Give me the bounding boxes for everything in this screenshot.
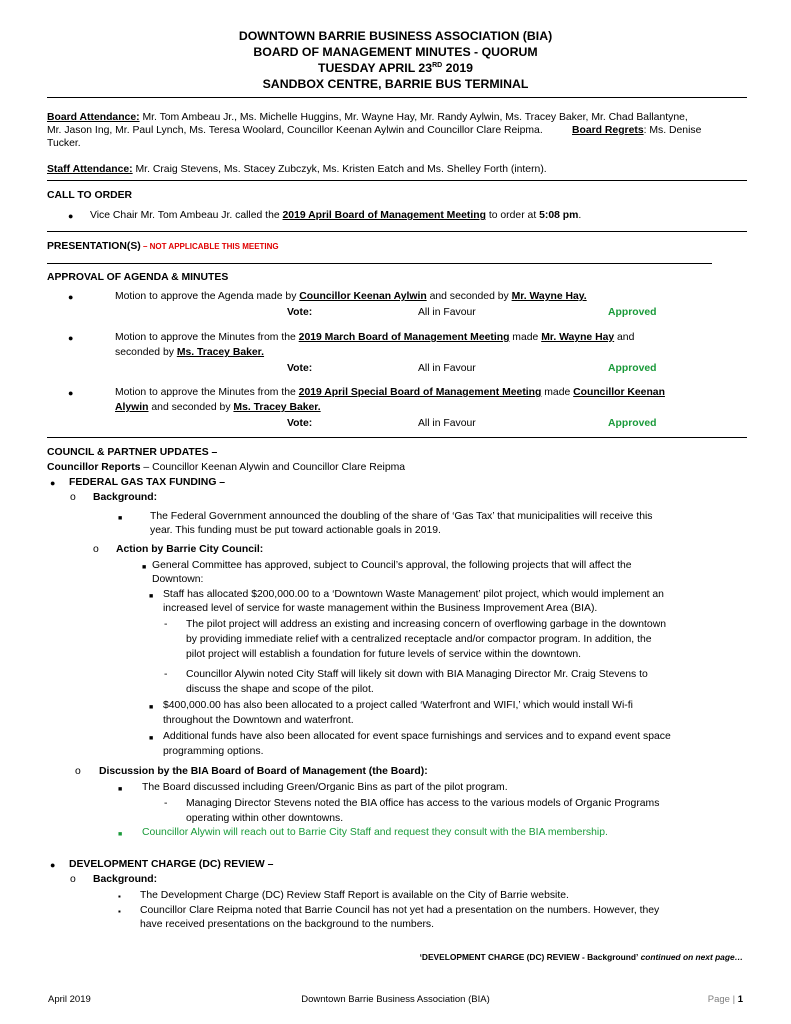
motion-march-minutes-cont: seconded by Ms. Tracey Baker. xyxy=(115,347,265,358)
meeting-location: SANDBOX CENTRE, BARRIE BUS TERMINAL xyxy=(262,77,529,91)
square-bullet-icon: ■ xyxy=(149,704,154,711)
approved-status: Approved xyxy=(608,418,657,429)
circle-bullet-icon: o xyxy=(93,544,99,555)
pilot-detail-cont: by providing immediate relief with a centralized receptacle and/or compactor program. In addition, the xyxy=(186,634,652,645)
dc-background-heading: Background: xyxy=(93,874,158,885)
vote-result: All in Favour xyxy=(418,307,476,318)
bullet-icon: ● xyxy=(50,478,56,488)
motion-march-minutes: Motion to approve the Minutes from the 2019 March Board of Management Meeting made Mr. Wayne Hay and xyxy=(115,332,635,343)
background-text: The Federal Government announced the doubling of the share of ‘Gas Tax’ that municipalities will receive this xyxy=(150,511,653,522)
divider xyxy=(47,231,747,232)
square-bullet-icon: ■ xyxy=(118,786,123,793)
dc-background-text: Councillor Clare Reipma noted that Barrie Council has not yet had a presentation on the numbers. However, they xyxy=(140,905,660,916)
project-wifi: $400,000.00 has also been allocated to a project called ‘Waterfront and WIFI,’ which would install Wi-fi xyxy=(163,700,633,711)
divider xyxy=(47,180,747,181)
vote-label: Vote: xyxy=(287,307,313,318)
footer-date: April 2019 xyxy=(48,994,91,1005)
motion-april-special-minutes: Motion to approve the Minutes from the 2019 April Special Board of Management Meeting made Councillor Keenan xyxy=(115,387,665,398)
circle-bullet-icon: o xyxy=(70,492,76,503)
discussion-heading: Discussion by the BIA Board of Board of Management (the Board): xyxy=(99,766,428,777)
vote-result: All in Favour xyxy=(418,418,476,429)
gas-tax-heading: FEDERAL GAS TAX FUNDING – xyxy=(69,477,226,488)
dc-review-heading: DEVELOPMENT CHARGE (DC) REVIEW – xyxy=(69,859,274,870)
square-bullet-icon: ■ xyxy=(118,831,123,838)
org-title: DOWNTOWN BARRIE BUSINESS ASSOCIATION (BIA) xyxy=(238,29,553,43)
motion-agenda: Motion to approve the Agenda made by Councillor Keenan Aylwin and seconded by Mr. Wayne Hay. xyxy=(115,291,587,302)
continued-note: ‘DEVELOPMENT CHARGE (DC) REVIEW - Background’ continued on next page… xyxy=(419,952,743,962)
divider xyxy=(47,263,712,264)
discussion-detail: Managing Director Stevens noted the BIA office has access to the various models of Organic Programs xyxy=(186,798,660,809)
small-bullet-icon: ▪ xyxy=(118,892,121,901)
discussion-detail-cont: operating within other downtowns. xyxy=(186,813,344,824)
project-waste: Staff has allocated $200,000.00 to a ‘Downtown Waste Management’ pilot project, which would implement an xyxy=(163,589,664,600)
board-regrets: Board Regrets: Ms. Denise xyxy=(572,125,702,136)
discussion-text: The Board discussed including Green/Organic Bins as part of the pilot program. xyxy=(142,782,508,793)
board-regrets-cont: Tucker. xyxy=(47,138,81,149)
bullet-icon: ● xyxy=(68,388,74,398)
action-heading: Action by Barrie City Council: xyxy=(116,544,264,555)
footer-org: Downtown Barrie Business Association (BIA) xyxy=(301,994,490,1005)
project-event-space: Additional funds have also been allocated for event space furnishings and services and to expand event space xyxy=(163,731,671,742)
councillor-reports: Councillor Reports – Councillor Keenan Alywin and Councillor Clare Reipma xyxy=(47,462,406,473)
dash-bullet-icon: - xyxy=(164,798,168,809)
board-attendance-cont: Mr. Jason Ing, Mr. Paul Lynch, Ms. Teresa Woolard, Councillor Keenan Aylwin and Councillor Clare Reipma. xyxy=(47,125,543,136)
vote-result: All in Favour xyxy=(418,363,476,374)
call-to-order-heading: CALL TO ORDER xyxy=(47,190,133,201)
dash-bullet-icon: - xyxy=(164,619,168,630)
approval-heading: APPROVAL OF AGENDA & MINUTES xyxy=(47,272,229,283)
square-bullet-icon: ■ xyxy=(149,735,154,742)
bullet-icon: ● xyxy=(50,860,56,870)
pilot-detail: The pilot project will address an existing and increasing concern of overflowing garbage in the downtown xyxy=(186,619,666,630)
bullet-icon: ● xyxy=(68,292,74,302)
circle-bullet-icon: o xyxy=(70,874,76,885)
project-waste-cont: increased level of service for waste management within the Business Improvement Area (BIA). xyxy=(163,603,598,614)
staff-attendance: Staff Attendance: Mr. Craig Stevens, Ms. Stacey Zubczyk, Ms. Kristen Eatch and Ms. Shelley Forth (intern). xyxy=(47,164,547,175)
board-attendance: Board Attendance: Mr. Tom Ambeau Jr., Ms. Michelle Huggins, Mr. Wayne Hay, Mr. Randy Aylwin, Ms. Tracey Baker, Mr. Chad Ballantyne, xyxy=(47,112,688,123)
presentations-heading: PRESENTATION(S) – NOT APPLICABLE THIS MEETING xyxy=(47,241,279,252)
dc-background-text-cont: have received presentations on the background to the numbers. xyxy=(140,919,435,930)
council-updates-heading: COUNCIL & PARTNER UPDATES – xyxy=(47,447,218,458)
approved-status: Approved xyxy=(608,363,657,374)
project-event-space-cont: programming options. xyxy=(163,746,264,757)
footer-page-number: Page | 1 xyxy=(707,994,743,1005)
project-wifi-cont: throughout the Downtown and waterfront. xyxy=(163,715,354,726)
square-bullet-icon: ■ xyxy=(142,564,147,571)
vote-label: Vote: xyxy=(287,363,313,374)
pilot-staff-note-cont: discuss the shape and scope of the pilot. xyxy=(186,684,374,695)
approved-status: Approved xyxy=(608,307,657,318)
dash-bullet-icon: - xyxy=(164,669,168,680)
circle-bullet-icon: o xyxy=(75,766,81,777)
vote-label: Vote: xyxy=(287,418,313,429)
divider xyxy=(47,97,747,98)
action-text-cont: Downtown: xyxy=(152,574,204,585)
action-text: General Committee has approved, subject to Council’s approval, the following projects that will affect the xyxy=(152,560,632,571)
square-bullet-icon: ■ xyxy=(118,515,123,522)
call-to-order-text: Vice Chair Mr. Tom Ambeau Jr. called the 2019 April Board of Management Meeting to order at 5:08 pm. xyxy=(90,210,582,221)
divider xyxy=(47,437,747,438)
background-heading: Background: xyxy=(93,492,158,503)
bullet-icon: ● xyxy=(68,333,74,343)
action-item: Councillor Alywin will reach out to Barrie City Staff and request they consult with the BIA membership. xyxy=(142,827,608,838)
small-bullet-icon: ▪ xyxy=(118,907,121,916)
background-text-cont: year. This funding must be put toward actionable goals in 2019. xyxy=(150,525,441,536)
dc-background-text: The Development Charge (DC) Review Staff Report is available on the City of Barrie website. xyxy=(140,890,569,901)
square-bullet-icon: ■ xyxy=(149,593,154,600)
pilot-detail-cont: pilot project will establish a foundation for future levels of service within the downtown. xyxy=(186,649,582,660)
bullet-icon: ● xyxy=(68,211,74,221)
pilot-staff-note: Councillor Alywin noted City Staff will likely sit down with BIA Managing Director Mr. Craig Stevens to xyxy=(186,669,648,680)
meeting-date: TUESDAY APRIL 23RD 2019 xyxy=(317,61,474,75)
motion-april-special-minutes-cont: Alywin and seconded by Ms. Tracey Baker. xyxy=(115,402,321,413)
minutes-title: BOARD OF MANAGEMENT MINUTES - QUORUM xyxy=(253,45,538,59)
